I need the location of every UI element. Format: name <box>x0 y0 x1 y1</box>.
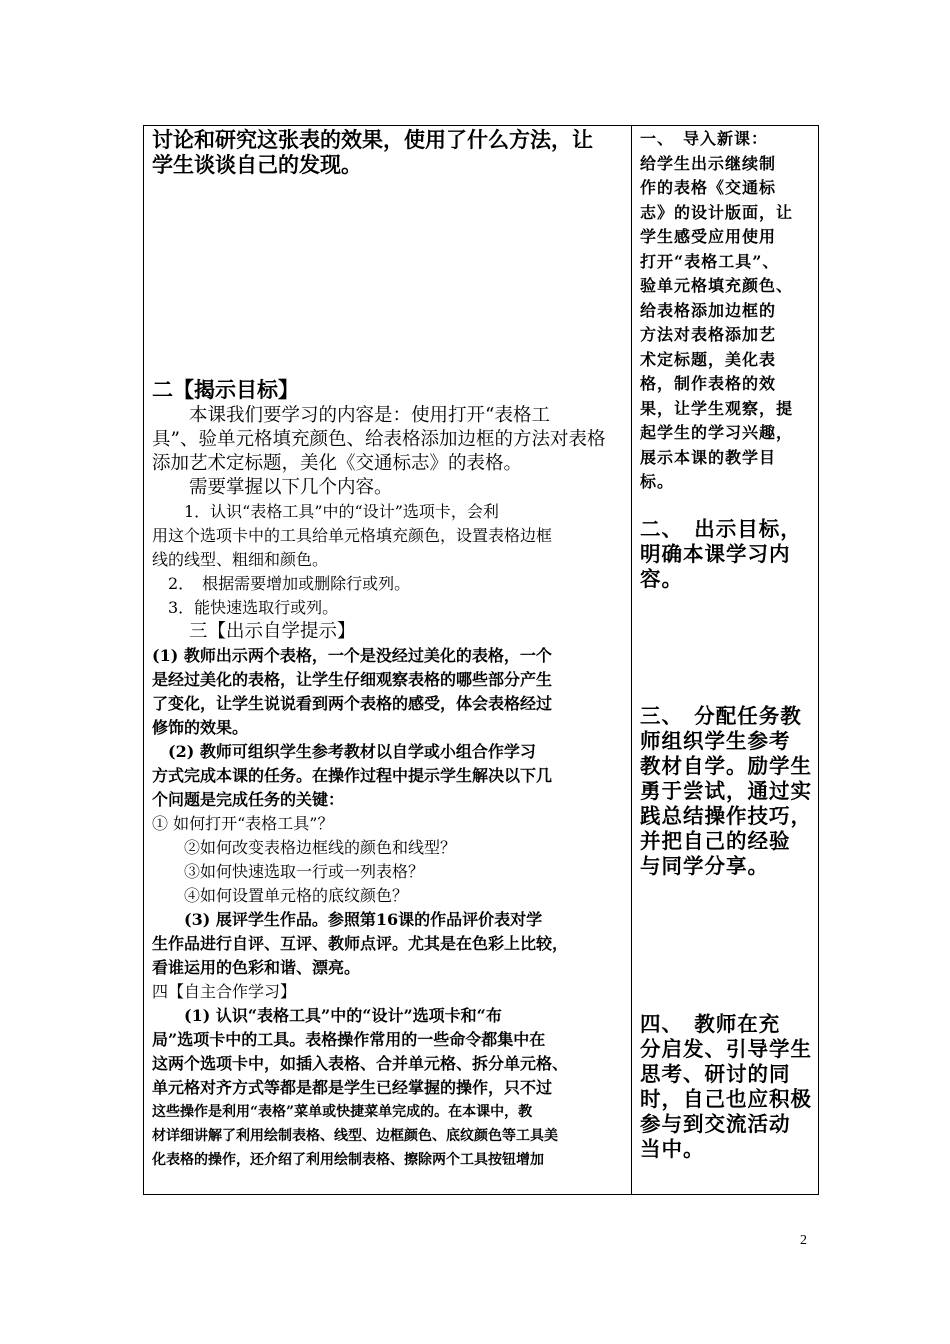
spacer <box>640 495 816 517</box>
step3-line: 勇于尝试，通过实 <box>640 778 812 803</box>
step4-line: 当中。 <box>640 1136 705 1161</box>
left-column <box>152 127 626 1172</box>
step1-block <box>640 127 816 495</box>
section2-line: 本课我们要学习的内容是：使用打开“表格工 <box>152 405 550 426</box>
intro-line: 讨论和研究这张表的效果，使用了什么方法，让 <box>152 127 593 152</box>
spacer <box>640 879 816 1012</box>
step4-line: 思考、研讨的同 <box>640 1061 791 1086</box>
step1-line: 果，让学生观察，提 <box>640 398 794 418</box>
item1-line: 用这个选项卡中的工具给单元格填充颜色，设置表格边框 <box>152 526 553 545</box>
section2-line: 添加艺术定标题，美化《交通标志》的表格。 <box>152 453 523 474</box>
step3-line: 践总结操作技巧， <box>640 803 812 828</box>
section4-small-line: 化表格的操作，还介绍了利用绘制表格、擦除两个工具按钮增加 <box>152 1152 544 1168</box>
section2-heading: 二【揭示目标】 <box>152 377 299 402</box>
section3-p1-line: 了变化，让学生说说看到两个表格的感受，体会表格经过 <box>152 694 553 713</box>
step1-line: 志》的设计版面，让 <box>640 202 794 222</box>
question: ① 如何打开“表格工具”？ <box>152 814 334 833</box>
section3-heading: 三【出示自学提示】 <box>152 621 356 642</box>
step1-line: 验单元格填充颜色、 <box>640 276 794 295</box>
step4-line: 四、 教师在充 <box>640 1011 781 1036</box>
step2-block <box>640 517 816 592</box>
section3-p1-line: 是经过美化的表格，让学生仔细观察表格的哪些部分产生 <box>152 670 553 689</box>
right-column <box>640 127 816 1162</box>
step1-line: 起学生的学习兴趣， <box>640 423 794 442</box>
section2-line: 具”、验单元格填充颜色、给表格添加边框的方法对表格 <box>152 429 606 450</box>
step1-line: 学生感受应用使用 <box>640 227 777 246</box>
step3-line: 师组织学生参考 <box>640 728 791 753</box>
item3: 3．能快速选取行或列。 <box>152 598 339 617</box>
step3-line: 三、 分配任务教 <box>640 703 802 728</box>
section3-p3-line: 生作品进行自评、互评、教师点评。尤其是在色彩上比较， <box>152 934 569 953</box>
step4-line: 分启发、引导学生 <box>640 1036 812 1061</box>
section4-small-line: 材详细讲解了利用绘制表格、线型、边框颜色、底纹颜色等工具美 <box>152 1128 558 1144</box>
section4-line: (1) 认识“表格工具”中的“设计”选项卡和“布 <box>152 1006 502 1025</box>
section3-p3-line: (3) 展评学生作品。参照第16课的作品评价表对学 <box>152 910 543 929</box>
step3-line: 与同学分享。 <box>640 853 769 878</box>
section3-p1-line: 修饰的效果。 <box>152 718 249 737</box>
item1-line: 线的线型、粗细和颜色。 <box>152 550 329 569</box>
step4-block <box>640 1012 816 1162</box>
step2-line: 明确本课学习内 <box>640 541 791 566</box>
question: ④如何设置单元格的底纹颜色？ <box>152 886 409 905</box>
step1-line: 给学生出示继续制 <box>640 153 777 173</box>
step3-line: 并把自己的经验 <box>640 828 791 853</box>
section4-line: 这两个选项卡中，如插入表格、合并单元格、拆分单元格、 <box>152 1054 569 1073</box>
question: ②如何改变表格边框线的颜色和线型？ <box>152 838 457 857</box>
step2-line: 二、 出示目标， <box>640 516 802 541</box>
section4-heading: 四【自主合作学习】 <box>152 982 297 1001</box>
step4-line: 参与到交流活动 <box>640 1111 791 1136</box>
intro-line: 学生谈谈自己的发现。 <box>152 152 362 177</box>
step1-line: 打开“表格工具”、 <box>640 251 780 271</box>
step1-line: 作的表格《交通标 <box>640 178 777 197</box>
section2-sub: 需要掌握以下几个内容。 <box>152 477 393 498</box>
section3-p3-line: 看谁运用的色彩和谐、漂亮。 <box>152 958 361 977</box>
question: ③如何快速选取一行或一列表格？ <box>152 862 425 881</box>
step1-line: 方法对表格添加艺 <box>640 325 777 344</box>
step1-line: 给表格添加边框的 <box>640 300 777 320</box>
step3-line: 教材自学。励学生 <box>640 753 812 778</box>
step1-line: 展示本课的教学目 <box>640 447 777 467</box>
step1-line: 格，制作表格的效 <box>640 374 777 393</box>
step1-line: 标。 <box>640 472 675 491</box>
section3-p1-line: (1) 教师出示两个表格，一个是没经过美化的表格，一个 <box>152 646 552 665</box>
section4-small-line: 这些操作是利用“表格”菜单或快捷菜单完成的。在本课中，教 <box>152 1104 533 1120</box>
column-divider <box>631 125 632 1195</box>
step2-line: 容。 <box>640 566 683 591</box>
step1-line: 术定标题，美化表 <box>640 349 777 369</box>
spacer <box>152 177 626 377</box>
page-number: 2 <box>800 1233 807 1248</box>
section4-line: 局”选项卡中的工具。表格操作常用的一些命令都集中在 <box>152 1030 546 1049</box>
section4-line: 单元格对齐方式等都是都是学生已经掌握的操作，只不过 <box>152 1078 553 1097</box>
spacer <box>640 592 816 704</box>
section3-p2-line: 方式完成本课的任务。在操作过程中提示学生解决以下几 <box>152 766 553 785</box>
section3-p2-line: (2) 教师可组织学生参考教材以自学或小组合作学习 <box>152 742 536 761</box>
item1-line: 1．认识“表格工具”中的“设计”选项卡，会利 <box>152 502 499 521</box>
step1-line: 一、 导入新课： <box>640 129 769 148</box>
item2: 2． 根据需要增加或删除行或列。 <box>152 574 411 593</box>
step4-line: 时，自己也应积极 <box>640 1086 812 1111</box>
step3-block <box>640 704 816 879</box>
section3-p2-line: 个问题是完成任务的关键： <box>152 790 345 809</box>
